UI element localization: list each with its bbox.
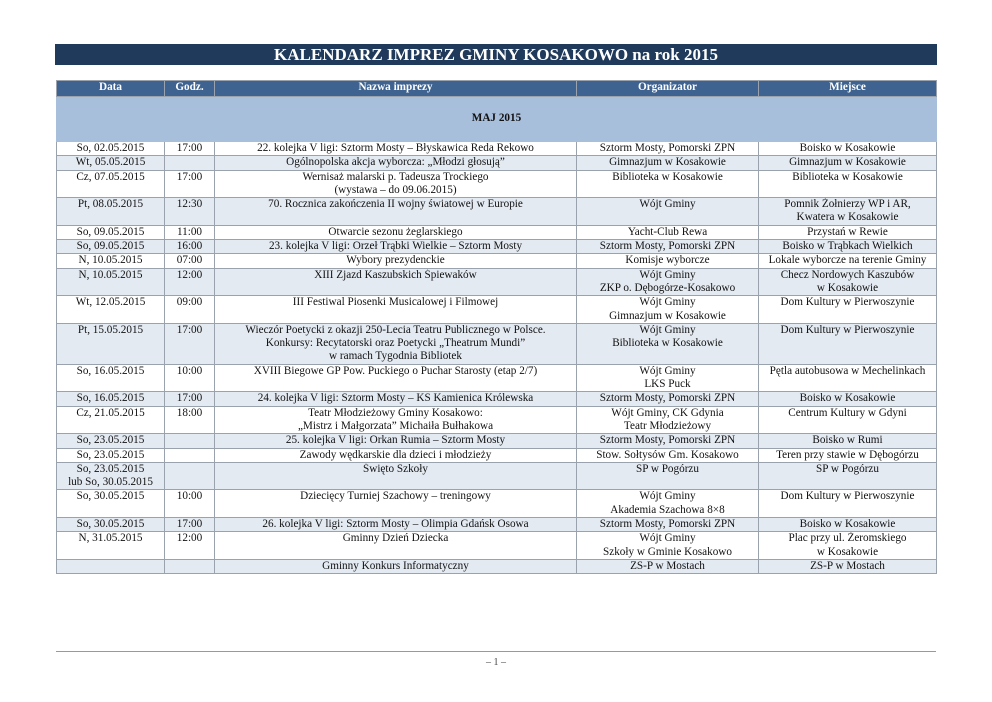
cell-organizer: Sztorm Mosty, Pomorski ZPN [577,142,759,156]
cell-date: So, 30.05.2015 [57,490,165,518]
cell-place: Plac przy ul. Żeromskiego w Kosakowie [759,532,937,560]
table-row [57,225,937,239]
table-row [57,296,937,324]
cell-date: So, 23.05.2015 [57,434,165,448]
column-header-date: Data [57,81,165,97]
column-header-place: Miejsce [759,81,937,97]
cell-organizer: Wójt Gminy ZKP o. Dębogórze-Kosakowo [577,268,759,296]
cell-date: N, 31.05.2015 [57,532,165,560]
page-number: – 1 – [486,657,506,668]
cell-place: Biblioteka w Kosakowie [759,170,937,198]
cell-place: Checz Nordowych Kaszubów w Kosakowie [759,268,937,296]
cell-place: Boisko w Kosakowie [759,142,937,156]
cell-time [165,559,215,573]
table-row [57,254,937,268]
cell-organizer: Wójt Gminy Akademia Szachowa 8×8 [577,490,759,518]
cell-date: N, 10.05.2015 [57,254,165,268]
cell-place: Centrum Kultury w Gdyni [759,406,937,434]
cell-time: 10:00 [165,490,215,518]
cell-event: Teatr Młodzieżowy Gminy Kosakowo: „Mistrz i Małgorzata” Michaiła Bułhakowa [215,406,577,434]
cell-organizer: Wójt Gminy Gimnazjum w Kosakowie [577,296,759,324]
cell-place: Pętla autobusowa w Mechelinkach [759,364,937,392]
cell-event: III Festiwal Piosenki Musicalowej i Filmowej [215,296,577,324]
cell-date: Pt, 15.05.2015 [57,323,165,364]
cell-time [165,462,215,490]
cell-organizer: Biblioteka w Kosakowie [577,170,759,198]
month-row [57,97,937,142]
cell-event: 22. kolejka V ligi: Sztorm Mosty – Błyskawica Reda Rekowo [215,142,577,156]
events-table [56,80,937,574]
cell-event: Święto Szkoły [215,462,577,490]
cell-time: 17:00 [165,323,215,364]
cell-event: Gminny Konkurs Informatyczny [215,559,577,573]
cell-place: Przystań w Rewie [759,225,937,239]
cell-time [165,434,215,448]
table-row [57,532,937,560]
table-row [57,170,937,198]
cell-event: Gminny Dzień Dziecka [215,532,577,560]
cell-event: Ogólnopolska akcja wyborcza: „Młodzi głosują” [215,156,577,170]
cell-place: Pomnik Żołnierzy WP i AR, Kwatera w Kosakowie [759,198,937,226]
cell-event: 24. kolejka V ligi: Sztorm Mosty – KS Kamienica Królewska [215,392,577,406]
cell-organizer: Gimnazjum w Kosakowie [577,156,759,170]
cell-date [57,559,165,573]
cell-event: Dziecięcy Turniej Szachowy – treningowy [215,490,577,518]
cell-event: Wieczór Poetycki z okazji 250-Lecia Teatru Publicznego w Polsce. Konkursy: Recytatorski oraz Poetycki „Theatrum Mundi” w ramach Tygodnia Bibliotek [215,323,577,364]
cell-time: 12:30 [165,198,215,226]
table-row [57,268,937,296]
cell-event: 25. kolejka V ligi: Orkan Rumia – Sztorm Mosty [215,434,577,448]
column-header-time: Godz. [165,81,215,97]
cell-time: 11:00 [165,225,215,239]
cell-organizer: Sztorm Mosty, Pomorski ZPN [577,518,759,532]
cell-place: Dom Kultury w Pierwoszynie [759,296,937,324]
cell-organizer: Sztorm Mosty, Pomorski ZPN [577,434,759,448]
table-row [57,559,937,573]
cell-time [165,156,215,170]
cell-time: 12:00 [165,532,215,560]
cell-time [165,448,215,462]
cell-event: 23. kolejka V ligi: Orzeł Trąbki Wielkie – Sztorm Mosty [215,240,577,254]
cell-time: 09:00 [165,296,215,324]
cell-place: Gimnazjum w Kosakowie [759,156,937,170]
cell-organizer: Yacht-Club Rewa [577,225,759,239]
cell-date: So, 16.05.2015 [57,392,165,406]
cell-event: 70. Rocznica zakończenia II wojny światowej w Europie [215,198,577,226]
cell-date: Wt, 05.05.2015 [57,156,165,170]
cell-date: So, 09.05.2015 [57,240,165,254]
footer-divider [56,651,936,652]
table-row [57,364,937,392]
cell-event: Wybory prezydenckie [215,254,577,268]
cell-date: Cz, 07.05.2015 [57,170,165,198]
cell-date: Cz, 21.05.2015 [57,406,165,434]
table-row [57,406,937,434]
cell-event: XVIII Biegowe GP Pow. Puckiego o Puchar Starosty (etap 2/7) [215,364,577,392]
cell-place: Dom Kultury w Pierwoszynie [759,323,937,364]
cell-place: Boisko w Kosakowie [759,392,937,406]
table-row [57,462,937,490]
table-row [57,490,937,518]
cell-place: Lokale wyborcze na terenie Gminy [759,254,937,268]
cell-time: 17:00 [165,518,215,532]
cell-place: Boisko w Rumi [759,434,937,448]
table-row [57,392,937,406]
table-row [57,448,937,462]
cell-place: SP w Pogórzu [759,462,937,490]
cell-date: Pt, 08.05.2015 [57,198,165,226]
cell-time: 12:00 [165,268,215,296]
cell-organizer: Wójt Gminy LKS Puck [577,364,759,392]
cell-date: So, 23.05.2015 lub So, 30.05.2015 [57,462,165,490]
cell-date: So, 23.05.2015 [57,448,165,462]
cell-time: 10:00 [165,364,215,392]
cell-place: Boisko w Trąbkach Wielkich [759,240,937,254]
table-row [57,240,937,254]
table-row [57,156,937,170]
cell-place: ZS-P w Mostach [759,559,937,573]
cell-organizer: Wójt Gminy Szkoły w Gminie Kosakowo [577,532,759,560]
cell-organizer: Komisje wyborcze [577,254,759,268]
column-header-organizer: Organizator [577,81,759,97]
cell-time: 16:00 [165,240,215,254]
cell-organizer: Sztorm Mosty, Pomorski ZPN [577,240,759,254]
column-header-event: Nazwa imprezy [215,81,577,97]
cell-time: 17:00 [165,142,215,156]
cell-organizer: SP w Pogórzu [577,462,759,490]
table-header-row [57,81,937,97]
cell-place: Teren przy stawie w Dębogórzu [759,448,937,462]
cell-event: XIII Zjazd Kaszubskich Śpiewaków [215,268,577,296]
cell-date: N, 10.05.2015 [57,268,165,296]
cell-event: 26. kolejka V ligi: Sztorm Mosty – Olimpia Gdańsk Osowa [215,518,577,532]
cell-time: 07:00 [165,254,215,268]
table-row [57,198,937,226]
cell-organizer: Stow. Sołtysów Gm. Kosakowo [577,448,759,462]
cell-time: 18:00 [165,406,215,434]
cell-organizer: Wójt Gminy Biblioteka w Kosakowie [577,323,759,364]
cell-event: Wernisaż malarski p. Tadeusza Trockiego (wystawa – do 09.06.2015) [215,170,577,198]
cell-time: 17:00 [165,170,215,198]
cell-place: Dom Kultury w Pierwoszynie [759,490,937,518]
table-row [57,518,937,532]
cell-place: Boisko w Kosakowie [759,518,937,532]
cell-time: 17:00 [165,392,215,406]
cell-event: Otwarcie sezonu żeglarskiego [215,225,577,239]
table-row [57,142,937,156]
document-title: KALENDARZ IMPREZ GMINY KOSAKOWO na rok 2015 [55,44,937,65]
cell-organizer: Wójt Gminy [577,198,759,226]
month-label: MAJ 2015 [57,97,937,142]
cell-date: So, 30.05.2015 [57,518,165,532]
cell-date: So, 09.05.2015 [57,225,165,239]
cell-event: Zawody wędkarskie dla dzieci i młodzieży [215,448,577,462]
cell-date: Wt, 12.05.2015 [57,296,165,324]
cell-organizer: Wójt Gminy, CK Gdynia Teatr Młodzieżowy [577,406,759,434]
table-row [57,434,937,448]
cell-date: So, 16.05.2015 [57,364,165,392]
cell-organizer: Sztorm Mosty, Pomorski ZPN [577,392,759,406]
table-row [57,323,937,364]
cell-date: So, 02.05.2015 [57,142,165,156]
cell-organizer: ZS-P w Mostach [577,559,759,573]
